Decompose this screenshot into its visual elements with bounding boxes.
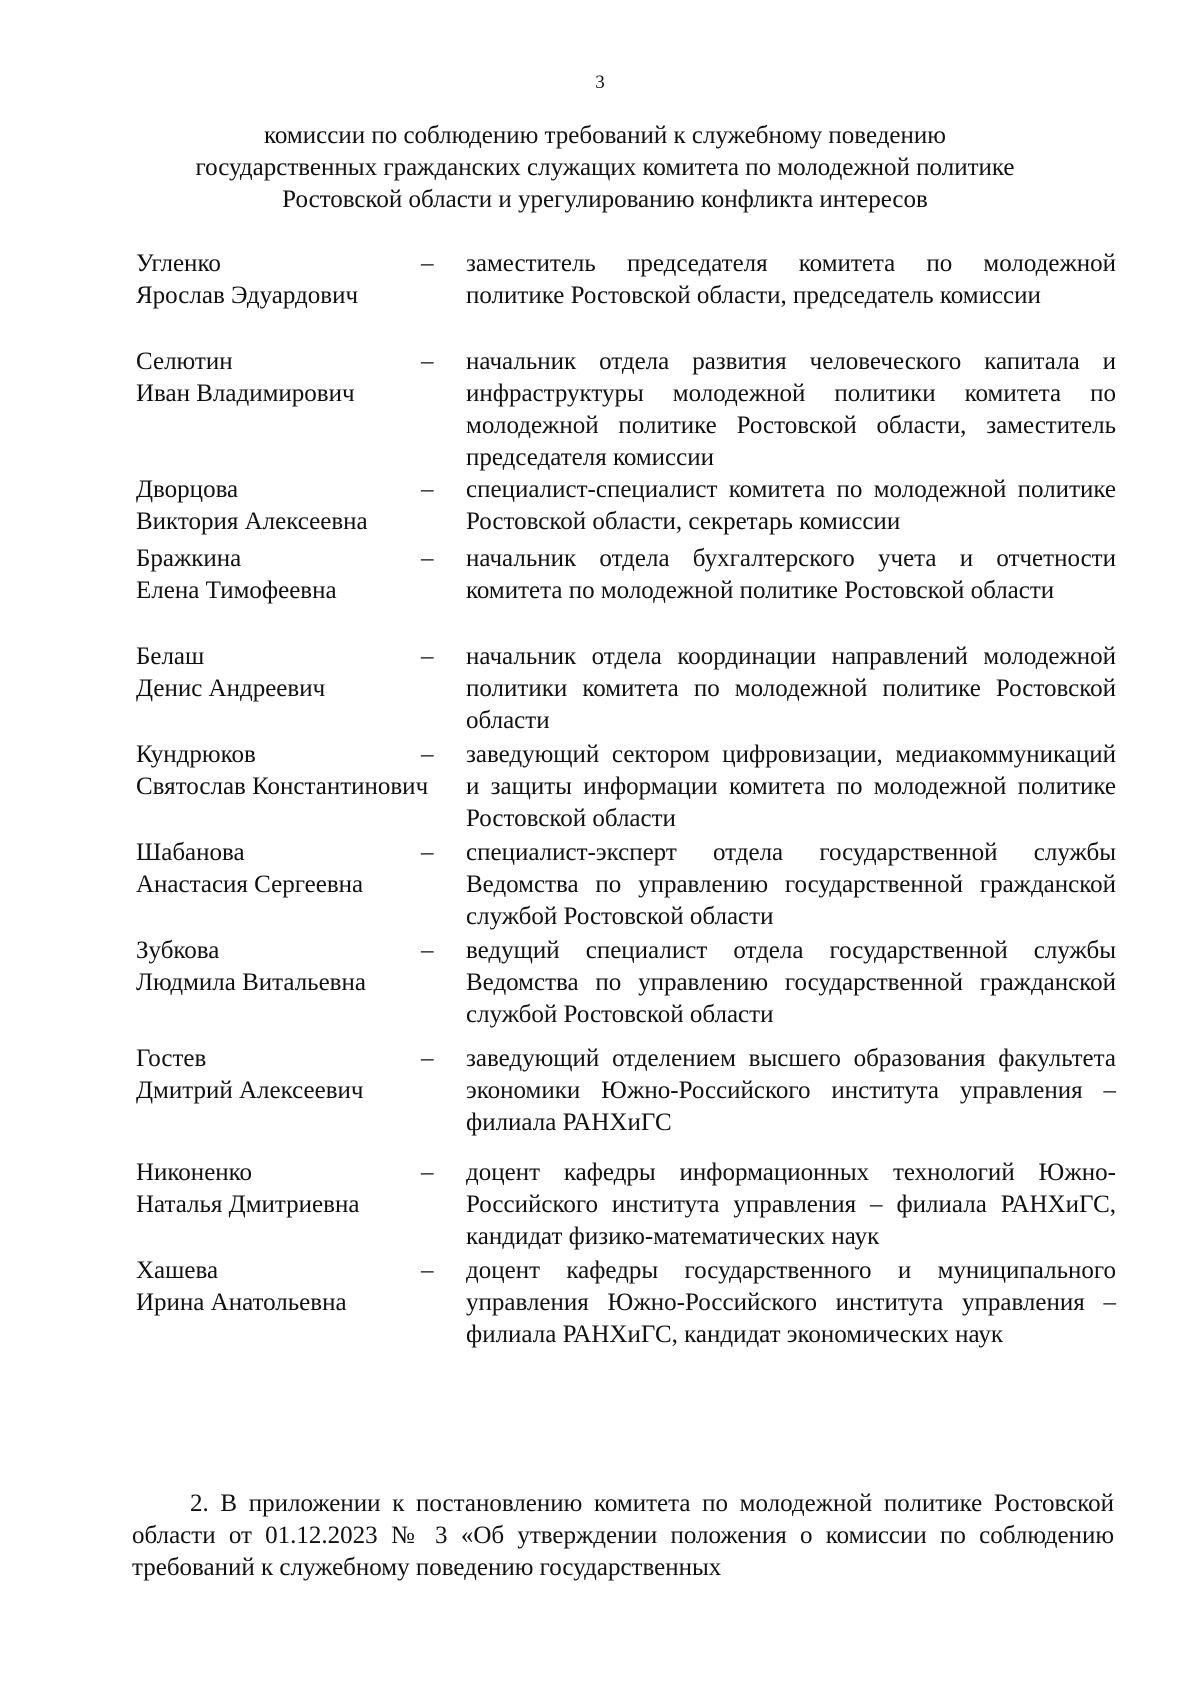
member-row <box>136 346 1120 474</box>
member-row <box>136 1043 1120 1157</box>
title-line: комиссии по соблюдению требований к служебному поведению <box>264 122 946 149</box>
member-name <box>136 1255 421 1319</box>
member-given-names: Ярослав Эдуардович <box>136 282 359 309</box>
title-line: государственных гражданских служащих комитета по молодежной политике <box>195 154 1015 181</box>
member-row <box>136 739 1120 837</box>
member-dash: – <box>421 348 434 375</box>
member-role: доцент кафедры государственного и муниципального управления Южно-Российского института управления – филиала РАНХиГС, кандидат экономических наук <box>466 1257 1116 1348</box>
member-surname: Хашева <box>136 1257 219 1284</box>
member-dash: – <box>421 1257 434 1284</box>
member-name <box>136 739 429 803</box>
member-name <box>136 543 421 607</box>
document-title <box>140 120 1070 216</box>
member-dash: – <box>421 545 434 572</box>
member-given-names: Виктория Алексеевна <box>136 508 368 535</box>
member-row <box>136 248 1120 346</box>
member-surname: Шабанова <box>136 839 245 866</box>
member-row <box>136 474 1120 543</box>
member-role: заведующий отделением высшего образования факультета экономики Южно-Российского института управления – филиала РАНХиГС <box>466 1045 1116 1136</box>
member-surname: Кундрюков <box>136 741 256 768</box>
member-role: заведующий сектором цифровизации, медиакоммуникаций и защиты информации комитета по молодежной политике Ростовской области <box>466 741 1116 832</box>
member-surname: Дворцова <box>136 476 239 503</box>
member-name <box>136 837 421 901</box>
member-name <box>136 474 421 538</box>
member-dash: – <box>421 643 434 670</box>
member-dash: – <box>421 1045 434 1072</box>
page-number: 3 <box>595 72 605 93</box>
member-surname: Белаш <box>136 643 205 670</box>
member-dash: – <box>421 476 434 503</box>
member-row <box>136 837 1120 935</box>
member-given-names: Денис Андреевич <box>136 675 326 702</box>
body-paragraph: 2. В приложении к постановлению комитета по молодежной политике Ростовской области от 01.12.2023 № 3 «Об утверждении положения о комиссии по соблюдению требований к служебному поведению государственных <box>132 1490 1114 1581</box>
member-role: специалист-специалист комитета по молодежной политике Ростовской области, секретарь комиссии <box>466 476 1116 535</box>
member-role: начальник отдела бухгалтерского учета и отчетности комитета по молодежной политике Ростовской области <box>466 545 1116 604</box>
member-name <box>136 248 421 312</box>
member-role: доцент кафедры информационных технологий Южно-Российского института управления – филиала РАНХиГС, кандидат физико-математических наук <box>466 1159 1116 1250</box>
title-line: Ростовской области и урегулированию конфликта интересов <box>282 186 928 213</box>
member-given-names: Наталья Дмитриевна <box>136 1191 360 1218</box>
member-given-names: Людмила Витальевна <box>136 969 366 996</box>
member-row <box>136 935 1120 1043</box>
member-dash: – <box>421 839 434 866</box>
member-name <box>136 1043 421 1107</box>
member-name <box>136 346 421 410</box>
member-row <box>136 1255 1120 1383</box>
member-row <box>136 543 1120 641</box>
member-name <box>136 641 421 705</box>
member-surname: Гостев <box>136 1045 207 1072</box>
member-given-names: Елена Тимофеевна <box>136 577 337 604</box>
member-role: начальник отдела координации направлений молодежной политики комитета по молодежной политике Ростовской области <box>466 643 1116 734</box>
member-name <box>136 935 421 999</box>
member-role: ведущий специалист отдела государственной службы Ведомства по управлению государственной гражданской службой Ростовской области <box>466 937 1116 1028</box>
member-given-names: Святослав Константинович <box>136 773 429 800</box>
member-role: начальник отдела развития человеческого капитала и инфраструктуры молодежной политики комитета по молодежной политике Ростовской области, заместитель председателя комиссии <box>466 348 1116 471</box>
member-given-names: Дмитрий Алексеевич <box>136 1077 364 1104</box>
member-row <box>136 641 1120 739</box>
member-role: заместитель председателя комитета по молодежной политике Ростовской области, председатель комиссии <box>466 250 1116 309</box>
member-surname: Никоненко <box>136 1159 253 1186</box>
member-dash: – <box>421 741 434 768</box>
commission-members-list <box>136 248 1120 1383</box>
member-row <box>136 1157 1120 1255</box>
member-name <box>136 1157 421 1221</box>
member-dash: – <box>421 937 434 964</box>
member-given-names: Анастасия Сергеевна <box>136 871 364 898</box>
member-surname: Зубкова <box>136 937 220 964</box>
member-surname: Бражкина <box>136 545 242 572</box>
member-role: специалист-эксперт отдела государственной службы Ведомства по управлению государственной гражданской службой Ростовской области <box>466 839 1116 930</box>
member-surname: Угленко <box>136 250 221 277</box>
member-given-names: Иван Владимирович <box>136 380 355 407</box>
member-given-names: Ирина Анатольевна <box>136 1289 347 1316</box>
member-surname: Селютин <box>136 348 233 375</box>
member-dash: – <box>421 1159 434 1186</box>
member-dash: – <box>421 250 434 277</box>
